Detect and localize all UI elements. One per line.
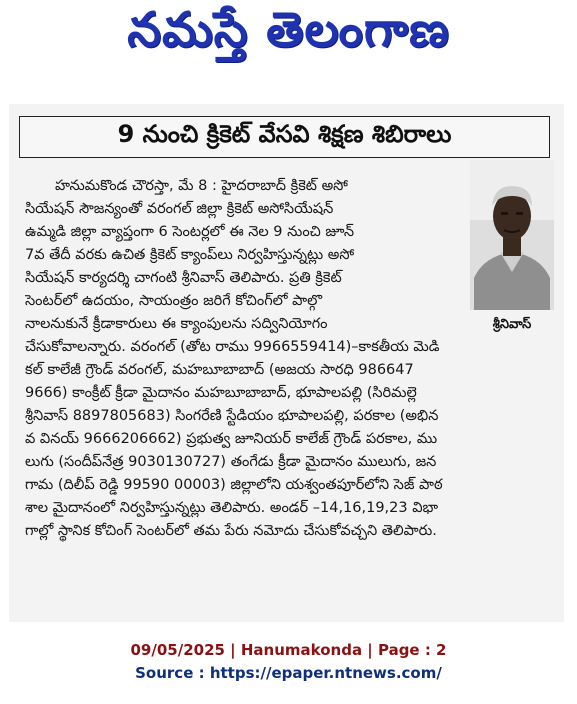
article-line: నాలనుకునే క్రీడాకారులు ఈ క్యాంపులను సద్వినియోగం <box>25 316 328 332</box>
masthead <box>0 0 577 72</box>
article-line: గామ (దిలీప్ రెడ్డి 99590 00003) జిల్లాలోని యశ్వంతపూర్‌లోని సెజ్ పాఠ <box>25 477 443 493</box>
article-line: శ్రీనివాస్ 8897805683) సింగరేణి స్టేడియం భూపాలపల్లి, పరకాల (అభిన <box>25 408 439 424</box>
article-line: సియేషన్ సౌజన్యంతో వరంగల్ జిల్లా క్రికెట్ అసోసియేషన్ <box>25 201 334 217</box>
article-line: గాల్లో స్థానిక కోచింగ్ సెంటర్‌లో తమ పేరు నమోదు చేసుకోవచ్చని తెలిపారు. <box>25 523 437 539</box>
article-line: హనుమకొండ చౌరస్తా, మే 8 : హైదరాబాద్ క్రికెట్ అసో <box>55 178 348 194</box>
article-clipping <box>9 104 564 622</box>
article-line: చేసుకోవాలన్నారు. వరంగల్ (తోట రాము 9966559414)–కాకతీయ మెడి <box>25 339 440 355</box>
article-body <box>25 175 555 543</box>
article-line: వ వినయ్ 9666206662) ప్రభుత్వ జూనియర్ కాలేజ్ గ్రౌండ్ పరకాల, ము <box>25 431 438 447</box>
article-line: కల్ కాలేజీ గ్రౌండ్ వరంగల్, మహబూబాబాద్ (అజయ సారధి 986647 <box>25 362 414 378</box>
article-headline: 9 నుంచి క్రికెట్ వేసవి శిక్షణ శిబిరాలు <box>117 120 452 148</box>
article-line: సియేషన్ కార్యదర్శి చాగంటి శ్రీనివాస్ తెలిపారు. ప్రతి క్రికెట్ <box>25 270 342 286</box>
footer-dateline: 09/05/2025 | Hanumakonda | Page : 2 <box>130 641 447 659</box>
article-line: 9666) కాంక్రీట్ క్రీడా మైదానం మహబూబాబాద్, భూపాలపల్లి (సిరిమల్లె <box>25 385 417 401</box>
headline-box <box>19 116 550 158</box>
article-line: శాల మైదానంలో నిర్వహిస్తున్నట్లు తెలిపారు. అండర్ –14,16,19,23 విభా <box>25 500 439 516</box>
article-line: ఉమ్మడి జిల్లా వ్యాప్తంగా 6 సెంటర్లలో ఈ నెల 9 నుంచి జూన్ <box>25 224 355 240</box>
masthead-title: నమస్తే తెలంగాణ <box>127 2 450 58</box>
article-line: సెంటర్‌లో ఉదయం, సాయంత్రం జరిగే కోచింగ్‌లో పాల్గొ <box>25 293 323 309</box>
photo-caption: శ్రీనివాస్ <box>492 317 532 332</box>
footer-source: Source : https://epaper.ntnews.com/ <box>135 664 442 682</box>
article-line: లుగు (సందీప్‌నేత్ర 9030130727) తంగేడు క్రీడా మైదానం ములుగు, జన <box>25 454 437 470</box>
article-line: 7వ తేదీ వరకు ఉచిత క్రికెట్ క్యాంప్‌లు నిర్వహిస్తున్నట్లు అసో <box>25 247 355 263</box>
